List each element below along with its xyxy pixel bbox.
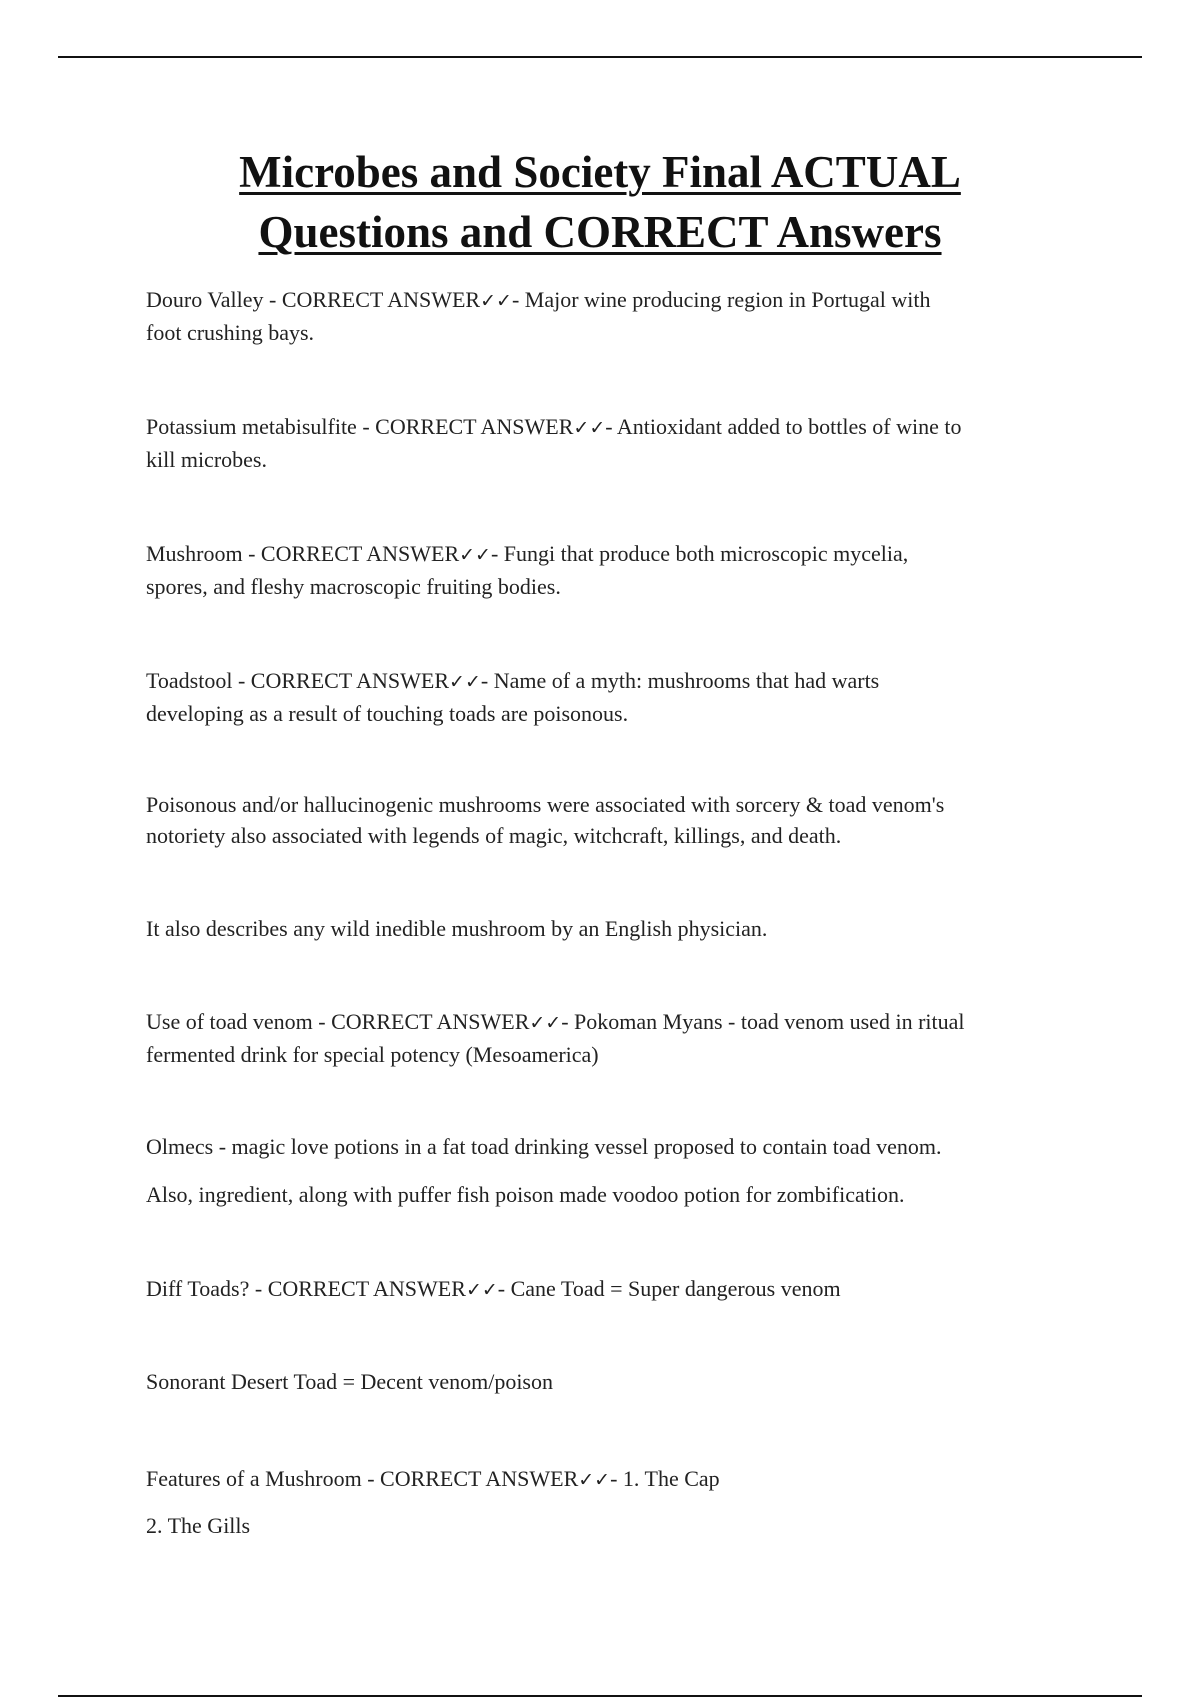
entry-answer-cont: spores, and fleshy macroscopic fruiting bodies.: [146, 574, 561, 599]
entry-diff-toads: Diff Toads? - CORRECT ANSWER✓✓- Cane Toad = Super dangerous venom: [146, 1276, 841, 1301]
entry-use-of-toad-venom: Use of toad venom - CORRECT ANSWER✓✓- Pokoman Myans - toad venom used in ritual fermented drink for special potency (Mesoamerica): [146, 1009, 965, 1067]
answer-marker: CORRECT ANSWER: [375, 414, 574, 439]
entry-term: Douro Valley: [146, 287, 264, 312]
note-poisonous-mushrooms: [146, 789, 1066, 851]
answer-marker: CORRECT ANSWER: [267, 1276, 466, 1301]
entry-answer-cont: fermented drink for special potency (Mesoamerica): [146, 1042, 599, 1067]
check-icon: ✓✓: [529, 1012, 562, 1034]
check-icon: ✓✓: [578, 1469, 611, 1491]
note-olmecs: Olmecs - magic love potions in a fat toad drinking vessel proposed to contain toad venom.: [146, 1134, 942, 1159]
page-title: [100, 142, 1100, 262]
entry-term: Features of a Mushroom: [146, 1466, 362, 1491]
check-icon: ✓✓: [573, 417, 606, 439]
note-english-physician: It also describes any wild inedible mushroom by an English physician.: [146, 916, 768, 941]
title-line-1: Microbes and Society Final ACTUAL: [239, 147, 961, 197]
entry-answer: - 1. The Cap: [610, 1466, 720, 1491]
entry-answer: - Cane Toad = Super dangerous venom: [497, 1276, 841, 1301]
list-item-gills: 2. The Gills: [146, 1513, 251, 1538]
entry-answer: - Name of a myth: mushrooms that had warts: [480, 668, 880, 693]
note-voodoo-potion: Also, ingredient, along with puffer fish poison made voodoo potion for zombification.: [146, 1182, 905, 1207]
bottom-rule: [58, 1695, 1142, 1697]
entry-term: Mushroom: [146, 541, 243, 566]
entry-toadstool: Toadstool - CORRECT ANSWER✓✓- Name of a myth: mushrooms that had warts developing as a result of touching toads are poisonous.: [146, 668, 880, 726]
check-icon: ✓✓: [449, 671, 481, 693]
note-sonorant-desert-toad: Sonorant Desert Toad = Decent venom/poison: [146, 1369, 553, 1394]
entry-potassium-metabisulfite: Potassium metabisulfite - CORRECT ANSWER✓✓- Antioxidant added to bottles of wine to kill microbes.: [146, 414, 962, 472]
entry-mushroom: Mushroom - CORRECT ANSWER✓✓- Fungi that produce both microscopic mycelia, spores, and fleshy macroscopic fruiting bodies.: [146, 541, 909, 599]
entry-features-of-a-mushroom: Features of a Mushroom - CORRECT ANSWER✓✓- 1. The Cap: [146, 1466, 720, 1491]
note-line: Poisonous and/or hallucinogenic mushrooms were associated with sorcery & toad venom's: [146, 792, 945, 817]
entry-douro-valley: Douro Valley - CORRECT ANSWER✓✓- Major wine producing region in Portugal with foot crushing bays.: [146, 287, 931, 345]
entry-term: Use of toad venom: [146, 1009, 313, 1034]
answer-marker: CORRECT ANSWER: [250, 668, 450, 693]
entry-term: Toadstool: [146, 668, 233, 693]
answer-marker: CORRECT ANSWER: [331, 1009, 530, 1034]
answer-marker: CORRECT ANSWER: [281, 287, 481, 312]
note-line: notoriety also associated with legends of magic, witchcraft, killings, and death.: [146, 823, 842, 848]
entry-answer: - Antioxidant added to bottles of wine to: [605, 414, 962, 439]
answer-marker: CORRECT ANSWER: [260, 541, 460, 566]
check-icon: ✓✓: [459, 544, 491, 566]
entry-answer: - Major wine producing region in Portugal with: [511, 287, 931, 312]
title-line-2: Questions and CORRECT Answers: [258, 207, 942, 257]
answer-marker: CORRECT ANSWER: [380, 1466, 579, 1491]
entry-term: Diff Toads?: [146, 1276, 250, 1301]
entry-answer: - Fungi that produce both microscopic mycelia,: [490, 541, 909, 566]
check-icon: ✓✓: [465, 1279, 498, 1301]
entry-answer-cont: kill microbes.: [146, 447, 267, 472]
entry-answer-cont: developing as a result of touching toads are poisonous.: [146, 701, 629, 726]
top-rule: [58, 56, 1142, 58]
entry-term: Potassium metabisulfite: [146, 414, 357, 439]
entry-answer: - Pokoman Myans - toad venom used in ritual: [561, 1009, 965, 1034]
entry-answer-cont: foot crushing bays.: [146, 320, 315, 345]
check-icon: ✓✓: [480, 290, 512, 312]
